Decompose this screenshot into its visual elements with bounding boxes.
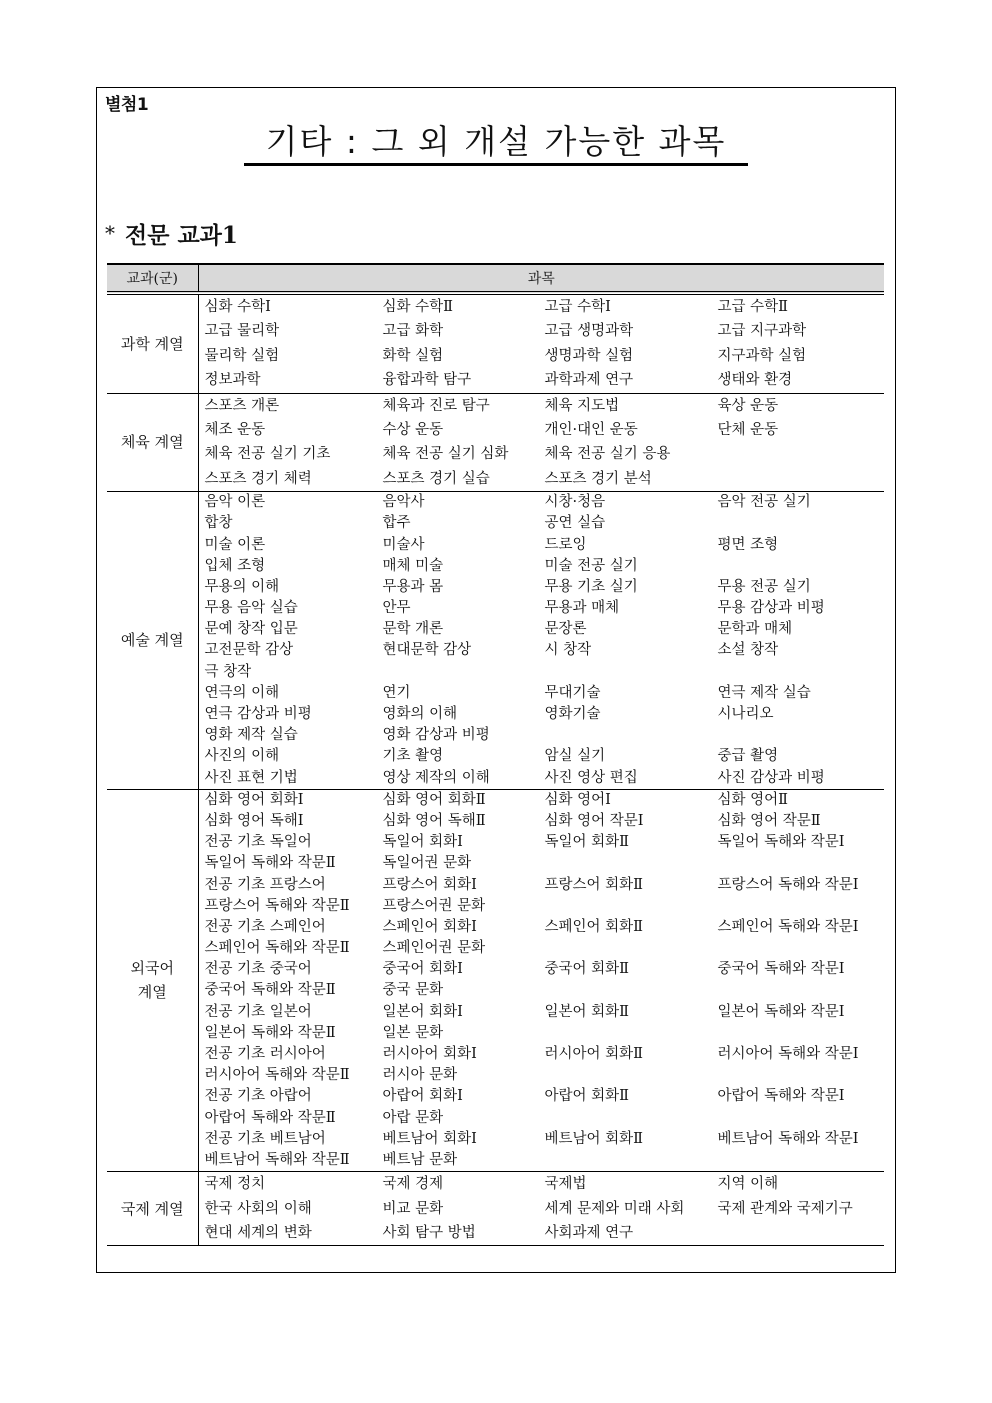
course-row [205, 853, 885, 874]
course-name: 체육과 진로 탐구 [382, 397, 490, 414]
course-row [205, 1044, 885, 1065]
course-name: 시나리오 [717, 706, 774, 722]
course-name: 프랑스어 독해와 작문Ⅰ [717, 876, 859, 893]
course-name [545, 896, 718, 917]
course-name: 음악 전공 실기 [717, 494, 811, 511]
course-name: 영화기술 [544, 706, 601, 722]
course-name: 비교 문화 [382, 1200, 444, 1217]
course-name: 심화 영어 회화Ⅱ [382, 791, 486, 808]
course-name [545, 1150, 718, 1171]
course-name [718, 1221, 878, 1245]
course-row [205, 1086, 885, 1107]
course-name: 베트남 문화 [382, 1151, 458, 1168]
course-name: 연기 [382, 684, 411, 701]
course-name: 무용 감상과 비평 [717, 600, 825, 617]
course-name [718, 1150, 878, 1171]
course-name: 아랍어 회화Ⅰ [382, 1088, 463, 1105]
course-row [205, 295, 885, 319]
course-name: 국제 관계와 국제기구 [717, 1200, 853, 1217]
course-row [205, 725, 885, 746]
course-name: 고급 수학Ⅱ [717, 299, 788, 315]
course-name: 중국어 회화Ⅱ [544, 961, 629, 978]
course-row [205, 704, 885, 725]
course-name: 독일어 독해와 작문Ⅱ [204, 855, 336, 872]
course-name: 미술 전공 실기 [544, 557, 638, 574]
course-name: 심화 영어 작문Ⅱ [717, 812, 821, 829]
course-name: 영상 제작의 이해 [382, 769, 490, 786]
course-row [205, 467, 885, 491]
attachment-label: 별첨1 [105, 95, 149, 115]
courses-cell [198, 1172, 884, 1246]
course-name: 무용의 이해 [204, 578, 280, 595]
course-name [545, 1065, 718, 1086]
course-name: 체육 전공 실기 기초 [204, 446, 331, 463]
header-subjects: 과목 [198, 264, 884, 293]
course-name: 스페인어 독해와 작문Ⅱ [204, 940, 350, 957]
header-group: 교과(군) [107, 264, 198, 293]
course-name: 체조 운동 [204, 421, 266, 438]
course-name: 고급 지구과학 [717, 323, 807, 340]
course-name: 심화 영어Ⅱ [717, 791, 788, 808]
course-name: 러시아 문화 [382, 1067, 458, 1084]
course-row [205, 442, 885, 466]
course-name: 일본어 독해와 작문Ⅱ [204, 1024, 336, 1041]
group-name-cell [107, 492, 198, 790]
course-row [205, 1023, 885, 1044]
course-name: 정보과학 [204, 372, 261, 389]
course-name: 과학과제 연구 [544, 372, 634, 389]
course-name: 무용과 매체 [544, 600, 620, 617]
course-row [205, 662, 885, 683]
course-name: 스페인어 독해와 작문Ⅰ [717, 918, 859, 935]
group-name: 체육 계열 [120, 433, 184, 452]
course-name: 현대 세계의 변화 [204, 1224, 312, 1241]
course-row [205, 1221, 885, 1245]
course-row [205, 746, 885, 767]
course-row [205, 1129, 885, 1150]
course-name: 합주 [382, 515, 411, 532]
course-name: 고급 물리학 [204, 323, 280, 340]
course-name [545, 853, 718, 874]
course-name [545, 725, 718, 746]
course-name: 아랍어 독해와 작문Ⅱ [204, 1109, 336, 1126]
course-grid [199, 295, 885, 393]
group-name: 과학 계열 [120, 334, 184, 353]
course-name [545, 662, 718, 683]
course-name: 평면 조형 [717, 536, 779, 553]
course-name: 사진 감상과 비평 [717, 769, 825, 786]
course-row [205, 319, 885, 343]
course-name: 스포츠 경기 체력 [204, 470, 312, 487]
course-name [545, 1108, 718, 1129]
course-name [718, 662, 878, 683]
course-name: 문학과 매체 [717, 621, 793, 638]
course-name: 심화 영어 독해Ⅰ [204, 812, 304, 829]
course-name: 무용 기초 실기 [544, 578, 638, 595]
course-name: 소설 창작 [717, 642, 779, 659]
course-name: 합창 [204, 515, 233, 532]
course-row [205, 1197, 885, 1221]
course-name: 한국 사회의 이해 [204, 1200, 312, 1217]
course-name: 무대기술 [544, 684, 601, 701]
section-title: 전문 교과1 [125, 222, 238, 249]
course-name: 독일어 회화Ⅱ [544, 834, 629, 851]
course-name [718, 556, 878, 577]
courses-cell [198, 393, 884, 492]
course-name [718, 442, 878, 466]
course-row [205, 980, 885, 1001]
course-name: 융합과학 탐구 [382, 372, 472, 389]
course-name: 무용 전공 실기 [717, 578, 811, 595]
section-heading [105, 218, 238, 251]
course-name: 사회과제 연구 [544, 1224, 634, 1241]
table-row [107, 293, 884, 393]
course-name: 사회 탐구 방법 [382, 1224, 476, 1241]
course-name: 매체 미술 [382, 557, 444, 574]
course-name: 아랍어 회화Ⅱ [544, 1088, 629, 1105]
course-name: 심화 영어 독해Ⅱ [382, 812, 486, 829]
course-name: 기초 촬영 [382, 748, 444, 765]
course-name: 영화 제작 실습 [204, 727, 298, 744]
course-name: 전공 기초 스페인어 [204, 918, 326, 935]
group-name-line: 외국어 [130, 959, 174, 978]
course-name: 스페인어 회화Ⅰ [382, 918, 477, 935]
course-name: 중국어 독해와 작문Ⅱ [204, 982, 336, 999]
course-name [718, 1108, 878, 1129]
course-name: 현대문학 감상 [382, 642, 472, 659]
course-row [205, 811, 885, 832]
course-name: 국제법 [544, 1176, 587, 1193]
course-name: 전공 기초 중국어 [204, 961, 312, 978]
group-name-line: 계열 [137, 983, 167, 1002]
course-row [205, 492, 885, 513]
course-name [545, 1023, 718, 1044]
course-row [205, 640, 885, 661]
course-row [205, 790, 885, 811]
course-name: 영화 감상과 비평 [382, 727, 490, 744]
course-row [205, 959, 885, 980]
course-name: 일본 문화 [382, 1024, 444, 1041]
course-name: 사진 영상 편집 [544, 769, 638, 786]
course-name: 프랑스어 회화Ⅰ [382, 876, 477, 893]
table-row [107, 393, 884, 492]
course-name: 고급 화학 [382, 323, 444, 340]
courses-cell [198, 293, 884, 393]
course-name: 스페인어 회화Ⅱ [544, 918, 644, 935]
course-row [205, 1172, 885, 1196]
course-row [205, 896, 885, 917]
course-row [205, 938, 885, 959]
course-name: 러시아어 독해와 작문Ⅱ [204, 1067, 350, 1084]
course-name [718, 938, 878, 959]
course-name: 스포츠 개론 [204, 397, 280, 414]
course-row [205, 394, 885, 418]
course-name: 연극 제작 실습 [717, 684, 811, 701]
course-name: 시 창작 [544, 642, 592, 659]
course-row [205, 917, 885, 938]
course-name: 육상 운동 [717, 397, 779, 414]
course-name: 생태와 환경 [717, 372, 793, 389]
course-name [718, 896, 878, 917]
course-name [718, 853, 878, 874]
course-name: 암실 실기 [544, 748, 606, 765]
course-name: 독일어권 문화 [382, 855, 472, 872]
course-name: 심화 영어Ⅰ [544, 791, 611, 808]
course-name: 심화 영어 작문Ⅰ [544, 812, 644, 829]
course-row [205, 535, 885, 556]
course-name: 지구과학 실험 [717, 347, 807, 364]
group-name-cell [107, 1172, 198, 1246]
course-name: 아랍 문화 [382, 1109, 444, 1126]
course-name: 공연 실습 [544, 515, 606, 532]
course-name: 안무 [382, 600, 411, 617]
course-name: 전공 기초 프랑스어 [204, 876, 326, 893]
group-name: 국제 계열 [120, 1199, 184, 1218]
course-name: 고전문학 감상 [204, 642, 294, 659]
group-name-cell [107, 293, 198, 393]
course-row [205, 832, 885, 853]
course-name: 러시아어 독해와 작문Ⅰ [717, 1046, 859, 1062]
course-name [718, 1065, 878, 1086]
course-row [205, 875, 885, 896]
course-row [205, 768, 885, 789]
course-row [205, 368, 885, 392]
course-name: 미술 이론 [204, 536, 266, 553]
course-name: 지역 이해 [717, 1176, 779, 1193]
course-row [205, 1065, 885, 1086]
course-name: 입체 조형 [204, 557, 266, 574]
group-name: 예술 계열 [120, 631, 184, 650]
course-name: 생명과학 실험 [544, 347, 634, 364]
course-name: 심화 영어 회화Ⅰ [204, 791, 304, 808]
course-name: 미술사 [382, 536, 425, 553]
course-grid [199, 492, 885, 789]
course-name [718, 980, 878, 1001]
course-name: 체육 전공 실기 응용 [544, 446, 671, 463]
course-name: 드로잉 [544, 536, 587, 553]
course-name: 베트남어 회화Ⅱ [544, 1130, 644, 1147]
course-name: 문예 창작 입문 [204, 621, 298, 638]
course-row [205, 513, 885, 534]
course-name: 고급 수학Ⅰ [544, 299, 611, 315]
course-name: 국제 경제 [382, 1176, 444, 1193]
course-name: 베트남어 회화Ⅰ [382, 1130, 477, 1147]
course-name: 심화 수학Ⅱ [382, 299, 453, 315]
course-name: 음악사 [382, 494, 425, 511]
course-grid [199, 1172, 885, 1245]
course-name: 일본어 회화Ⅰ [382, 1003, 463, 1020]
courses-cell [198, 789, 884, 1171]
course-name: 문장론 [544, 621, 587, 638]
course-name: 러시아어 회화Ⅰ [382, 1046, 477, 1062]
group-name-cell [107, 789, 198, 1171]
course-name [718, 1023, 878, 1044]
course-name [718, 725, 878, 746]
course-name: 단체 운동 [717, 421, 779, 438]
course-name: 극 창작 [204, 663, 252, 680]
course-name: 체육 전공 실기 심화 [382, 446, 509, 463]
course-row [205, 683, 885, 704]
course-name: 사진 표현 기법 [204, 769, 298, 786]
course-name: 중국어 독해와 작문Ⅰ [717, 961, 845, 978]
course-name [718, 513, 878, 534]
course-name: 시창·청음 [544, 494, 606, 511]
course-name: 프랑스어권 문화 [382, 897, 486, 914]
course-name: 영화의 이해 [382, 706, 458, 722]
course-name [383, 662, 545, 683]
course-row [205, 556, 885, 577]
course-name: 전공 기초 독일어 [204, 834, 312, 851]
course-name: 베트남어 독해와 작문Ⅰ [717, 1130, 859, 1147]
course-name: 베트남어 독해와 작문Ⅱ [204, 1151, 350, 1168]
course-name: 무용 음악 실습 [204, 600, 298, 617]
course-name: 스페인어권 문화 [382, 940, 486, 957]
course-grid [199, 790, 885, 1171]
course-name: 물리학 실험 [204, 347, 280, 364]
course-row [205, 418, 885, 442]
course-name: 사진의 이해 [204, 748, 280, 765]
course-name: 국제 정치 [204, 1176, 266, 1193]
table-header-row [107, 264, 884, 293]
course-name: 러시아어 회화Ⅱ [544, 1046, 644, 1062]
table-row [107, 492, 884, 790]
course-name [545, 938, 718, 959]
course-row [205, 577, 885, 598]
course-name: 중급 촬영 [717, 748, 779, 765]
course-name [718, 467, 878, 491]
course-grid [199, 394, 885, 492]
course-name: 전공 기초 아랍어 [204, 1088, 312, 1105]
course-name: 중국 문화 [382, 982, 444, 999]
course-name: 음악 이론 [204, 494, 266, 511]
table-row [107, 789, 884, 1171]
course-name: 스포츠 경기 분석 [544, 470, 652, 487]
course-row [205, 1002, 885, 1023]
course-name: 문학 개론 [382, 621, 444, 638]
course-row [205, 598, 885, 619]
table-row [107, 1172, 884, 1246]
courses-cell [198, 492, 884, 790]
course-row [205, 1150, 885, 1171]
asterisk-bullet: * [105, 221, 115, 245]
course-name [545, 980, 718, 1001]
course-name: 수상 운동 [382, 421, 444, 438]
course-name: 전공 기초 러시아어 [204, 1046, 326, 1062]
course-name: 스포츠 경기 실습 [382, 470, 490, 487]
course-name: 세계 문제와 미래 사회 [544, 1200, 685, 1217]
course-name: 전공 기초 일본어 [204, 1003, 312, 1020]
course-name: 독일어 독해와 작문Ⅰ [717, 834, 845, 851]
group-name-cell [107, 393, 198, 492]
course-name: 아랍어 독해와 작문Ⅰ [717, 1088, 845, 1105]
course-name: 연극의 이해 [204, 684, 280, 701]
course-name: 무용과 몸 [382, 578, 444, 595]
course-name: 독일어 회화Ⅰ [382, 834, 463, 851]
course-row [205, 344, 885, 368]
course-name: 심화 수학Ⅰ [204, 299, 271, 315]
course-name: 전공 기초 베트남어 [204, 1130, 326, 1147]
page-title: 기타 : 그 외 개설 가능한 과목 [244, 122, 748, 166]
course-name: 프랑스어 독해와 작문Ⅱ [204, 897, 350, 914]
course-name: 중국어 회화Ⅰ [382, 961, 463, 978]
course-name: 화학 실험 [382, 347, 444, 364]
course-name: 일본어 회화Ⅱ [544, 1003, 629, 1020]
course-name: 고급 생명과학 [544, 323, 634, 340]
course-name: 연극 감상과 비평 [204, 706, 312, 722]
course-row [205, 1108, 885, 1129]
subjects-table [107, 263, 884, 1246]
course-name: 개인·대인 운동 [544, 421, 638, 438]
course-name: 프랑스어 회화Ⅱ [544, 876, 644, 893]
course-name: 일본어 독해와 작문Ⅰ [717, 1003, 845, 1020]
course-row [205, 619, 885, 640]
course-name: 체육 지도법 [544, 397, 620, 414]
